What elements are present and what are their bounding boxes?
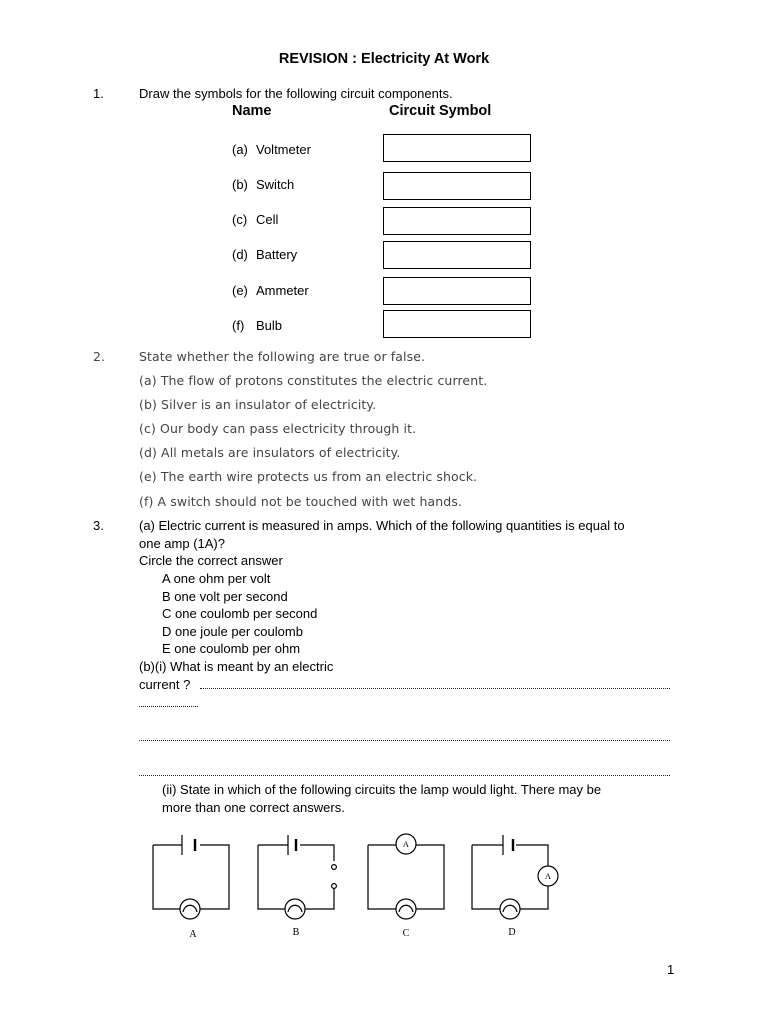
q1-item-letter: (f) bbox=[232, 318, 245, 333]
q2-statement: (f) A switch should not be touched with wet hands. bbox=[139, 494, 463, 509]
circuit-label: C bbox=[402, 928, 410, 939]
answer-line[interactable] bbox=[139, 775, 670, 776]
q3a-text-line1: (a) Electric current is measured in amps. Which of the following quantities is equal to bbox=[139, 518, 625, 533]
q1-item-label: Battery bbox=[256, 247, 298, 262]
q3a-option[interactable]: B one volt per second bbox=[162, 589, 288, 604]
q3bi-text-line2: current ? bbox=[139, 677, 191, 692]
lamp bbox=[180, 899, 200, 919]
q2-statement: (c) Our body can pass electricity through it. bbox=[139, 421, 417, 436]
switch-contact-bottom bbox=[332, 884, 337, 889]
q2-prompt: State whether the following are true or false. bbox=[139, 349, 426, 364]
page-number: 1 bbox=[667, 962, 675, 977]
q1-item-label: Switch bbox=[256, 177, 295, 192]
symbol-answer-box[interactable] bbox=[383, 241, 531, 269]
q1-item-label: Voltmeter bbox=[256, 142, 311, 157]
q3a-option[interactable]: A one ohm per volt bbox=[162, 571, 271, 586]
ammeter-label: A bbox=[402, 839, 410, 849]
q1-item-label: Ammeter bbox=[256, 283, 309, 298]
q3a-text-line2: one amp (1A)? bbox=[139, 536, 225, 551]
q3a-option[interactable]: E one coulomb per ohm bbox=[162, 641, 301, 656]
circuit-label: B bbox=[292, 927, 300, 938]
q3a-option[interactable]: D one joule per coulomb bbox=[162, 624, 303, 639]
q3bii-text-line1: (ii) State in which of the following circuits the lamp would light. There may be bbox=[162, 782, 602, 797]
q3-number: 3. bbox=[93, 518, 104, 533]
symbol-answer-box[interactable] bbox=[383, 172, 531, 200]
answer-line[interactable] bbox=[139, 706, 198, 707]
q1-item-letter: (d) bbox=[232, 247, 248, 262]
q1-item-letter: (b) bbox=[232, 177, 248, 192]
symbol-answer-box[interactable] bbox=[383, 277, 531, 305]
circuit-diagrams bbox=[140, 825, 570, 947]
q2-statement: (e) The earth wire protects us from an electric shock. bbox=[139, 469, 478, 484]
answer-line[interactable] bbox=[139, 740, 670, 741]
q1-item-letter: (c) bbox=[232, 212, 248, 227]
circuit-label: A bbox=[189, 929, 197, 940]
q1-item-label: Cell bbox=[256, 212, 279, 227]
q2-statement: (d) All metals are insulators of electricity. bbox=[139, 445, 401, 460]
page-title: REVISION : Electricity At Work bbox=[278, 51, 490, 67]
q2-number: 2. bbox=[93, 349, 106, 364]
symbol-answer-box[interactable] bbox=[383, 134, 531, 162]
circuit-a bbox=[153, 835, 229, 919]
symbol-answer-box[interactable] bbox=[383, 310, 531, 338]
q2-statement: (a) The flow of protons constitutes the electric current. bbox=[139, 373, 488, 388]
q1-prompt: Draw the symbols for the following circuit components. bbox=[139, 86, 453, 101]
q2-statement: (b) Silver is an insulator of electricity. bbox=[139, 397, 377, 412]
q3bi-text-line1: (b)(i) What is meant by an electric bbox=[139, 659, 334, 674]
q3a-instruction: Circle the correct answer bbox=[139, 553, 283, 568]
q1-item-letter: (e) bbox=[232, 283, 248, 298]
q1-item-label: Bulb bbox=[256, 318, 283, 333]
circuit-label: D bbox=[508, 927, 516, 938]
q3a-option[interactable]: C one coulomb per second bbox=[162, 606, 318, 621]
q1-column-symbol: Circuit Symbol bbox=[389, 103, 492, 119]
symbol-answer-box[interactable] bbox=[383, 207, 531, 235]
switch-contact-top bbox=[332, 865, 337, 870]
q1-number: 1. bbox=[93, 86, 104, 101]
q1-column-name: Name bbox=[232, 103, 272, 119]
answer-line[interactable] bbox=[200, 688, 670, 689]
circuit-b bbox=[258, 835, 336, 919]
q1-item-letter: (a) bbox=[232, 142, 248, 157]
q3bii-text-line2: more than one correct answers. bbox=[162, 800, 345, 815]
ammeter-label: A bbox=[544, 871, 552, 881]
